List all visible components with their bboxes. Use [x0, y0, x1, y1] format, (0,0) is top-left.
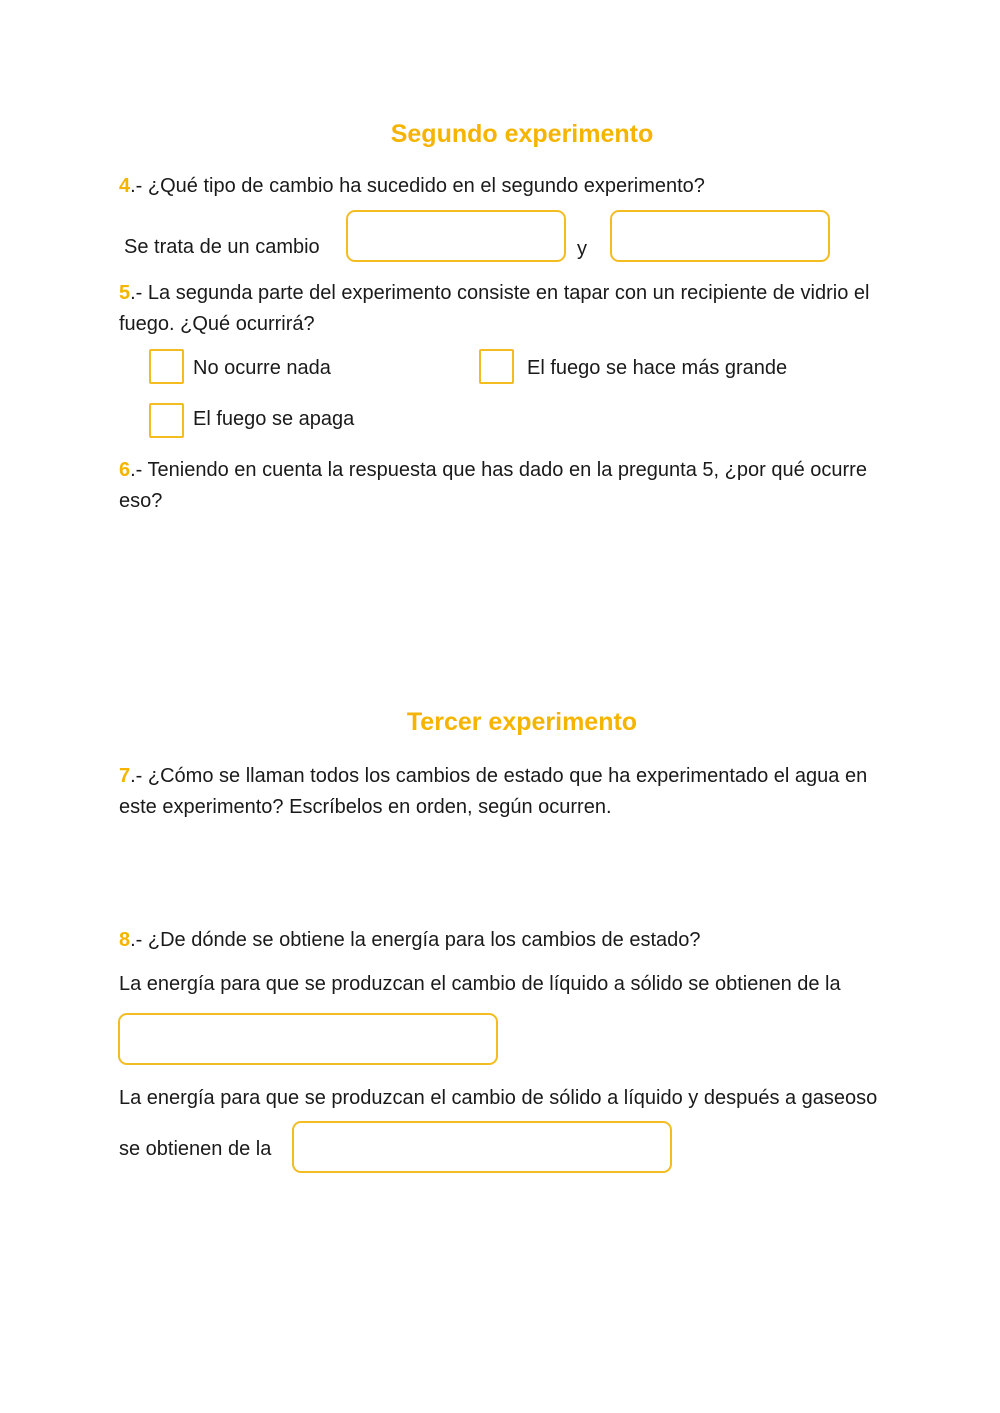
option-label-no-ocurre: No ocurre nada: [193, 357, 331, 379]
question-text: .- ¿Cómo se llaman todos los cambios de estado que ha experimentado el agua en: [130, 765, 868, 787]
question-text: .- Teniendo en cuenta la respuesta que has dado en la pregunta 5, ¿por qué ocurre: [130, 459, 867, 481]
energy-sentence-solid-gas: La energía para que se produzcan el cambio de sólido a líquido y después a gaseoso: [119, 1087, 878, 1109]
question-number: 7: [119, 765, 131, 787]
question-text: .- La segunda parte del experimento consiste en tapar con un recipiente de vidrio el: [130, 282, 870, 304]
question-6-continuation: eso?: [119, 490, 163, 512]
option-label-fuego-grande: El fuego se hace más grande: [527, 357, 788, 379]
answer-prefix: Se trata de un cambio: [124, 236, 320, 258]
question-7: [119, 761, 867, 792]
option-checkbox-fuego-grande[interactable]: [479, 349, 514, 384]
question-number: 6: [119, 459, 131, 481]
question-text: .- ¿De dónde se obtiene la energía para los cambios de estado?: [130, 929, 701, 951]
answer-box-energy-source-1[interactable]: [118, 1013, 498, 1065]
option-label-fuego-apaga: El fuego se apaga: [193, 408, 355, 430]
answer-box-change-type-1[interactable]: [346, 210, 566, 262]
energy-sentence-solid-gas-continuation: se obtienen de la: [119, 1138, 272, 1160]
option-checkbox-fuego-apaga[interactable]: [149, 403, 184, 438]
question-8: [119, 925, 701, 956]
answer-connector: y: [577, 238, 587, 260]
answer-box-change-type-2[interactable]: [610, 210, 830, 262]
question-number: 8: [119, 929, 131, 951]
question-text: .- ¿Qué tipo de cambio ha sucedido en el segundo experimento?: [130, 175, 705, 197]
option-checkbox-no-ocurre[interactable]: [149, 349, 184, 384]
section-title-segundo: Segundo experimento: [390, 120, 654, 148]
question-number: 4: [119, 175, 131, 197]
section-title-tercer: Tercer experimento: [406, 708, 638, 736]
energy-sentence-liquid-solid: La energía para que se produzcan el cambio de líquido a sólido se obtienen de la: [119, 973, 841, 995]
question-number: 5: [119, 282, 131, 304]
question-4: [119, 171, 705, 202]
answer-box-energy-source-2[interactable]: [292, 1121, 672, 1173]
question-7-continuation: este experimento? Escríbelos en orden, según ocurren.: [119, 796, 612, 818]
question-5: [119, 278, 869, 309]
question-5-continuation: fuego. ¿Qué ocurrirá?: [119, 313, 315, 335]
question-6: [119, 455, 867, 486]
